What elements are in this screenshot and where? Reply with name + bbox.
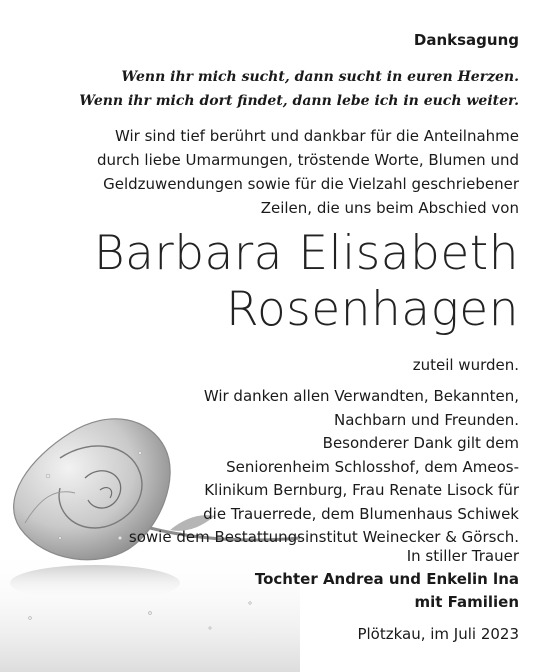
thanks-text [129,385,519,550]
thanks-line: Nachbarn und Freunden. [333,410,519,429]
intro-text [97,124,519,220]
mourning-family: mit Familien [414,593,519,611]
deceased-surname: Rosenhagen [226,282,519,337]
thanks-line: Klinikum Bernburg, Frau Renate Lisock für [204,481,519,499]
motto [79,65,519,113]
deceased-name [94,226,519,338]
motto-line: Wenn ihr mich sucht, dann sucht in euren Herzen. [121,69,519,85]
thanks-line: Besonderer Dank gilt dem [322,434,519,452]
deceased-first-names: Barbara Elisabeth [93,226,519,281]
thanks-line: die Trauerrede, dem Blumenhaus Schiwek [203,504,519,523]
mourning-label: In stiller Trauer [406,547,519,565]
thanks-line: Seniorenheim Schlosshof, dem Ameos- [226,457,519,476]
mourning-family: Tochter Andrea und Enkelin lna [254,570,519,588]
intro-line: durch liebe Umarmungen, tröstende Worte, Blumen und [97,151,519,169]
mourning-signature [255,545,519,614]
thanks-line: sowie dem Bestattungsinstitut Weinecker & Görsch. [128,528,519,546]
thanks-line: Wir danken allen Verwandten, Bekannten, [203,387,519,405]
intro-line: Zeilen, die uns beim Abschied von [260,199,519,217]
zuteil-text: zuteil wurden. [412,356,519,374]
motto-line: Wenn ihr mich dort findet, dann lebe ich in euch weiter. [79,93,519,109]
heading: Danksagung [413,31,519,49]
place-date: Plötzkau, im Juli 2023 [357,625,519,643]
intro-line: Geldzuwendungen sowie für die Vielzahl geschriebener [103,175,519,193]
intro-line: Wir sind tief berührt und dankbar für die Anteilnahme [115,127,519,145]
